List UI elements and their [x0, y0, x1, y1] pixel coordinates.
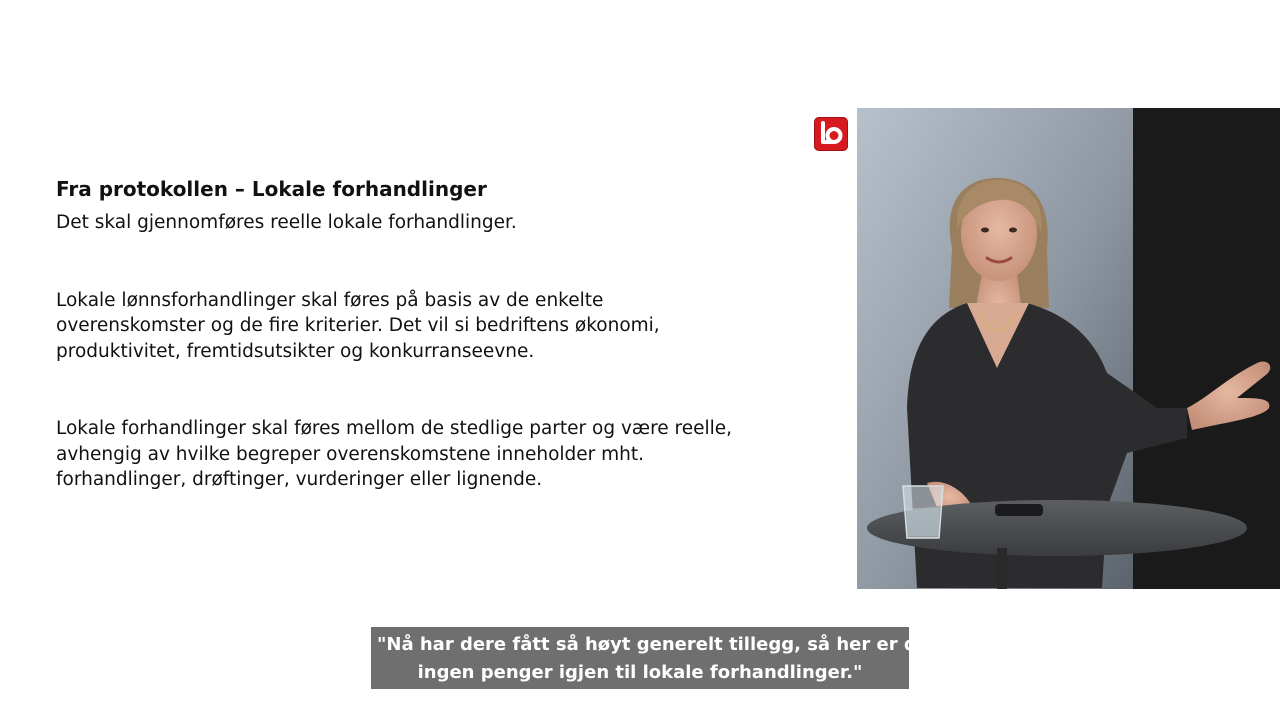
paragraph-line: avhengig av hvilke begreper overenskomstene inneholder mht. — [56, 443, 645, 465]
paragraph-line: produktivitet, fremtidsutsikter og konkurranseevne. — [56, 340, 535, 362]
paragraph-line: Det skal gjennomføres reelle lokale forhandlinger. — [56, 212, 517, 233]
caption-line: ingen penger igjen til lokale forhandlinger." — [417, 662, 863, 683]
slide-title: Fra protokollen – Lokale forhandlinger — [56, 177, 487, 201]
lo-logo-glyph — [814, 117, 848, 151]
paragraph-2 — [56, 288, 796, 365]
paragraph-3 — [56, 416, 796, 493]
lo-logo-icon — [814, 117, 848, 151]
slide-content — [56, 174, 796, 493]
paragraph-line: Lokale lønnsforhandlinger skal føres på basis av de enkelte — [56, 289, 604, 311]
presenter-video-frame — [857, 108, 1280, 589]
subtitle-caption — [371, 627, 938, 689]
paragraph-line: Lokale forhandlinger skal føres mellom de stedlige parter og være reelle, — [56, 418, 733, 439]
paragraph-1 — [56, 210, 796, 236]
caption-line: "Nå har dere fått så høyt generelt tillegg, så her er det — [377, 634, 938, 655]
paragraph-line: forhandlinger, drøftinger, vurderinger eller lignende. — [56, 469, 543, 490]
presenter-video[interactable] — [857, 108, 1280, 589]
paragraph-line: overenskomster og de fire kriterier. Det vil si bedriftens økonomi, — [56, 315, 660, 336]
